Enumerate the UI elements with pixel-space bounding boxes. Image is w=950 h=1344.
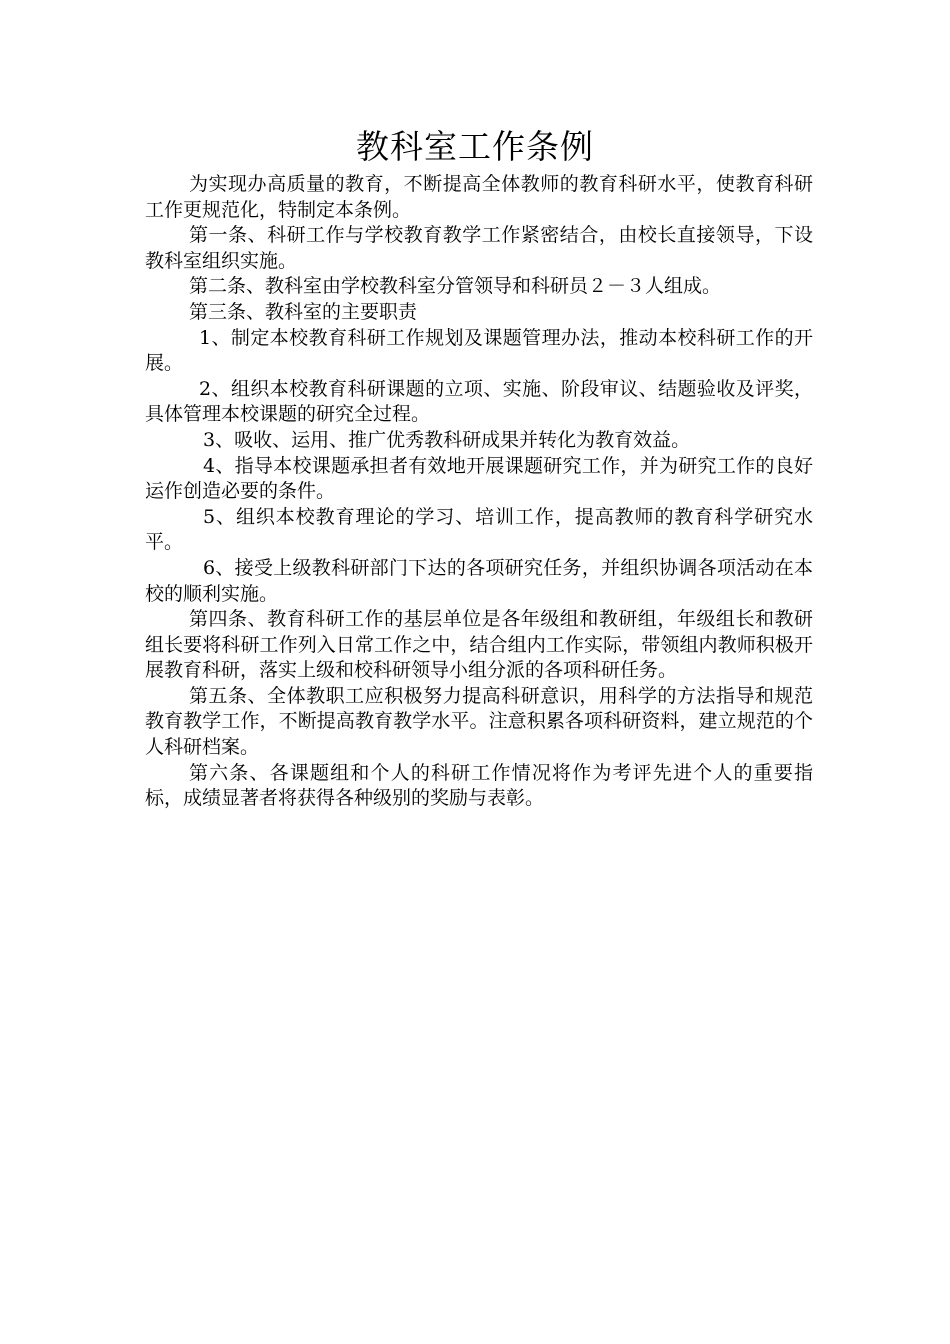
- article-6-paragraph: 第六条、各课题组和个人的科研工作情况将作为考评先进个人的重要指标，成绩显著者将获得各种级别的奖励与表彰。: [145, 761, 813, 810]
- article-2-paragraph: 第二条、教科室由学校教科室分管领导和科研员２－３人组成。: [189, 275, 722, 298]
- article-4-paragraph: 第四条、教育科研工作的基层单位是各年级组和教研组，年级组长和教研组长要将科研工作列入日常工作之中，结合组内工作实际，带领组内教师积极开展教育科研，落实上级和校科研领导小组分派的各项科研任务。: [145, 608, 813, 682]
- intro-paragraph: 为实现办高质量的教育，不断提高全体教师的教育科研水平，使教育科研工作更规范化，特制定本条例。: [145, 173, 813, 221]
- article-3-heading: 第三条、教科室的主要职责: [189, 300, 418, 323]
- duty-item-4: 4、指导本校课题承担者有效地开展课题研究工作，并为研究工作的良好运作创造必要的条件。: [145, 454, 813, 503]
- document-title: 教科室工作条例: [356, 127, 594, 166]
- duty-item-6: 6、接受上级教科研部门下达的各项研究任务，并组织协调各项活动在本校的顺利实施。: [145, 556, 813, 605]
- duty-item-3: 3、吸收、运用、推广优秀教科研成果并转化为教育效益。: [203, 428, 691, 451]
- article-5-paragraph: 第五条、全体教职工应积极努力提高科研意识，用科学的方法指导和规范教育教学工作，不断提高教育教学水平。注意积累各项科研资料，建立规范的个人科研档案。: [145, 684, 813, 759]
- article-1-paragraph: 第一条、科研工作与学校教育教学工作紧密结合，由校长直接领导，下设教科室组织实施。: [145, 224, 813, 272]
- duty-item-5: 5、组织本校教育理论的学习、培训工作，提高教师的教育科学研究水平。: [145, 505, 813, 554]
- duty-item-2: 2、组织本校教育科研课题的立项、实施、阶段审议、结题验收及评奖，具体管理本校课题的研究全过程。: [145, 377, 813, 426]
- duty-item-1: 1、制定本校教育科研工作规划及课题管理办法，推动本校科研工作的开展。: [145, 326, 813, 375]
- document-body: [145, 172, 813, 812]
